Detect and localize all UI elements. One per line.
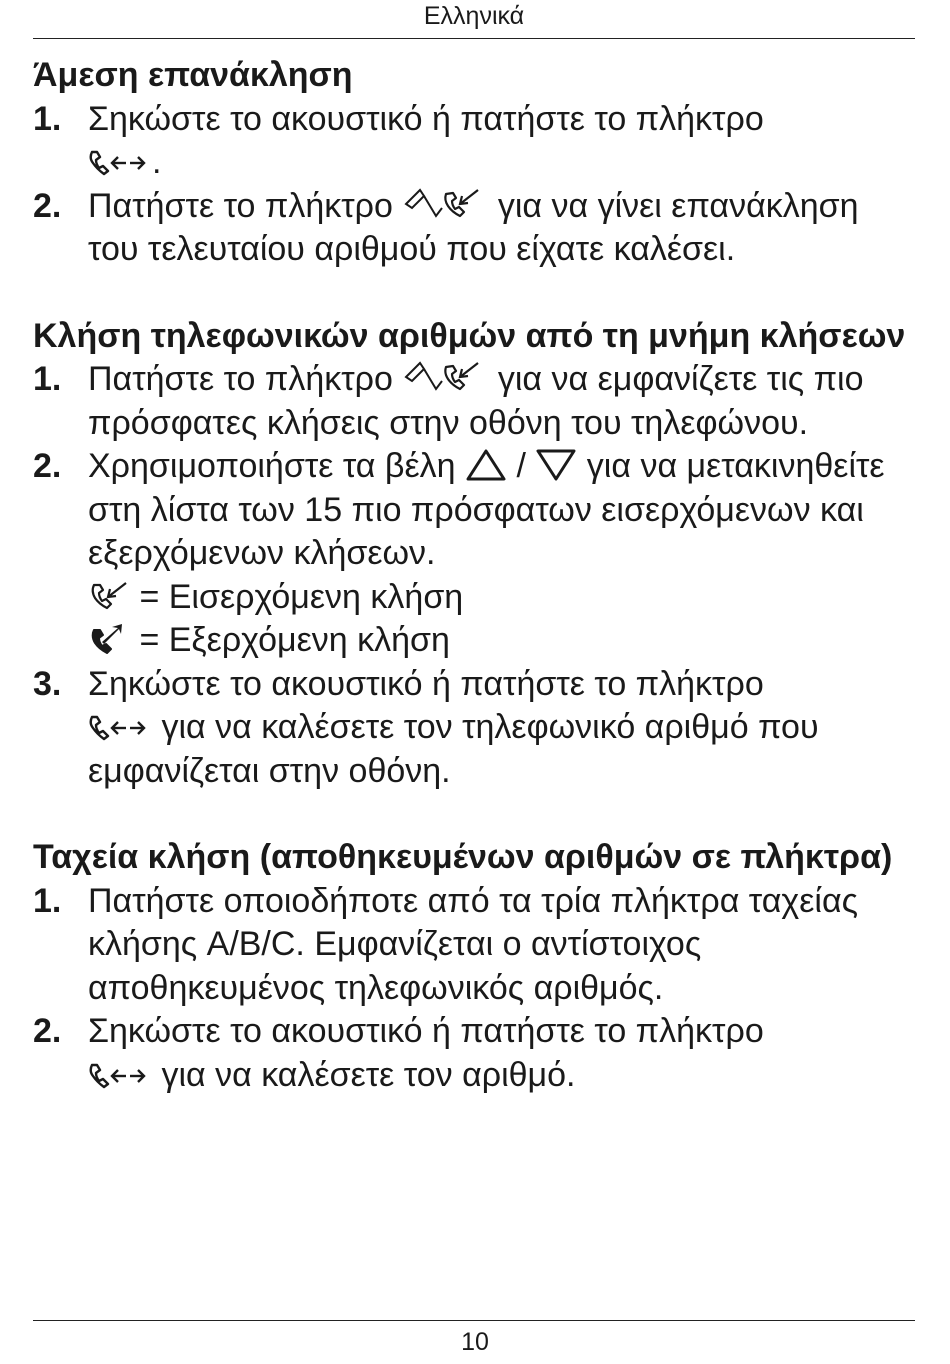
legend-text: = Εισερχόμενη κλήση — [139, 577, 464, 616]
step-number: 2. — [33, 447, 62, 485]
dial-key-icon — [88, 1061, 152, 1091]
page-content — [33, 54, 918, 1097]
step-text-end: . — [152, 143, 162, 181]
step-text: Σηκώστε το ακουστικό ή πατήστε το πλήκτρο — [88, 99, 764, 138]
step-text-end: για να γίνει επανάκληση του τελευταίου αριθμού που είχατε καλέσει. — [88, 186, 859, 268]
step-text: Πατήστε το πλήκτρο — [88, 360, 393, 398]
list-item — [33, 1010, 918, 1097]
step-number: 1. — [33, 99, 62, 138]
step-text-end: για να μετακινηθείτε στη λίστα των 15 πιο πρόσφατων εισερχόμενων και εξερχόμενων κλήσεων. — [88, 447, 885, 572]
legend-row-incoming — [88, 576, 918, 620]
step-number: 1. — [33, 360, 62, 398]
arrow-down-icon — [535, 448, 577, 482]
dial-key-icon — [88, 148, 152, 178]
step-text: Σηκώστε το ακουστικό ή πατήστε το πλήκτρο — [88, 1012, 764, 1050]
page-number: 10 — [461, 1328, 489, 1356]
list-item — [33, 185, 918, 272]
dial-key-icon — [88, 713, 152, 743]
legend-row-outgoing — [88, 619, 918, 663]
step-number: 2. — [33, 186, 62, 225]
legend-text: = Εξερχόμενη κλήση — [139, 621, 450, 659]
list-item — [33, 445, 918, 663]
step-number: 1. — [33, 881, 62, 920]
arrow-up-icon — [465, 448, 507, 482]
step-text-end: για να εμφανίζετε τις πιο πρόσφατες κλήσεις στην οθόνη του τηλεφώνου. — [88, 360, 864, 442]
step-number: 2. — [33, 1012, 62, 1050]
list-item — [33, 98, 918, 185]
list-item — [33, 663, 918, 794]
section-title-call-log: Κλήση τηλεφωνικών αριθμών από τη μνήμη κλήσεων — [33, 316, 906, 355]
section-title-speed-dial: Ταχεία κλήση (αποθηκευμένων αριθμών σε πλήκτρα) — [33, 838, 893, 876]
step-text-end: για να καλέσετε τον αριθμό. — [161, 1055, 576, 1094]
outgoing-call-icon — [88, 622, 130, 656]
step-text: Χρησιμοποιήστε τα βέλη — [88, 447, 456, 485]
redial-calllog-key-icon — [402, 359, 488, 395]
page-header — [33, 0, 915, 39]
language-label: Ελληνικά — [423, 2, 525, 30]
step-text: Σηκώστε το ακουστικό ή πατήστε το πλήκτρο — [88, 664, 764, 703]
step-text: Πατήστε το πλήκτρο — [88, 186, 393, 225]
step-text-end: για να καλέσετε τον τηλεφωνικό αριθμό που εμφανίζεται στην οθόνη. — [88, 708, 819, 790]
step-number: 3. — [33, 664, 62, 703]
step-text: Πατήστε οποιοδήποτε από τα τρία πλήκτρα ταχείας κλήσης A/B/C. Εμφανίζεται ο αντίστοιχος αποθηκευμένος τηλεφωνικός αριθμός. — [88, 881, 859, 1007]
list-item — [33, 880, 918, 1011]
section-title-redial: Άμεση επανάκληση — [33, 56, 353, 94]
list-item — [33, 358, 918, 445]
redial-calllog-key-icon — [402, 186, 488, 222]
incoming-call-icon — [88, 579, 130, 613]
footer-divider — [33, 1320, 915, 1321]
arrow-separator: / — [516, 447, 526, 485]
